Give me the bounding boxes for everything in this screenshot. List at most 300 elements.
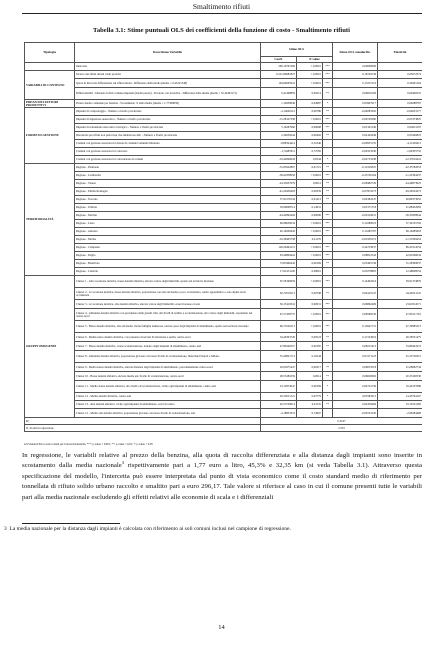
sig-cell (323, 140, 333, 148)
sig-cell: *** (323, 124, 333, 132)
std-cell: 0,08812542 (333, 252, 378, 260)
table-row (25, 132, 423, 140)
std-cell: -0,02715238 (333, 156, 378, 164)
elasticity-cell: 59,91374876 (378, 276, 422, 288)
pvalue-cell: 0,05779 (297, 393, 323, 401)
sig-cell: ** (323, 401, 333, 409)
header-descrizione: Descrizione Variabile (75, 43, 261, 63)
coeff-cell: 17,91431120 (261, 268, 297, 276)
elasticity-cell: 12,48098554 (378, 268, 422, 276)
elasticity-cell: -11,22394437 (378, 172, 422, 180)
table-row (25, 196, 423, 204)
pvalue-cell: < 0,0001 (297, 228, 323, 236)
group-cell (25, 63, 75, 71)
std-cell: -0,00313330 (333, 148, 378, 156)
sig-cell: ** (323, 363, 333, 372)
desc-cell: Impianti di trattamento meccanico biologico - Numero a livello provinciale (75, 124, 261, 132)
table-row (25, 116, 423, 124)
sig-cell: *** (323, 276, 333, 288)
std-cell: -0,00955135 (333, 140, 378, 148)
pvalue-cell: 0,41176 (297, 236, 323, 244)
desc-cell: Cluster 6 - Media-bassa densità abitativa, con presenza di servizi di istruzione e sanità, centro-nord (75, 333, 261, 342)
desc-cell: Regione - Veneto (75, 180, 261, 188)
std-cell: 0,03171718 (333, 204, 378, 212)
sig-cell: ** (323, 132, 333, 140)
coeff-cell: 66,79126113 (261, 321, 297, 333)
sig-cell (323, 148, 333, 156)
coeff-cell: 36,15419341 (261, 300, 297, 309)
table-row (25, 244, 423, 252)
desc-cell: Intercetta (75, 63, 261, 71)
table-row (25, 100, 423, 108)
coeff-cell: 57,91276134 (261, 196, 297, 204)
elasticity-cell: 57,34745792 (378, 220, 422, 228)
pvalue-cell: 0,01155 (297, 401, 323, 409)
sig-cell: ** (323, 372, 333, 381)
coeff-cell: 62,79518113 (261, 288, 297, 300)
table-row (25, 108, 423, 116)
elasticity-cell: 0,05672574 (378, 71, 422, 79)
coeff-cell: -19,42849043 (261, 156, 297, 164)
sig-cell: * (323, 381, 333, 393)
sig-cell: *** (323, 309, 333, 321)
r2-label: R² (25, 418, 261, 425)
table-row (25, 148, 423, 156)
pvalue-cell: 0,00169 (297, 260, 323, 268)
table-row (25, 342, 423, 351)
coeff-cell: 72,83496442 (261, 260, 297, 268)
sig-cell: *** (323, 116, 333, 124)
std-cell: 0,04339469 (333, 401, 378, 409)
desc-cell: Comuni con gestione associata in Unione di comuni/Comunità Montana (75, 140, 261, 148)
sig-cell: *** (323, 63, 333, 71)
header-stime-std: Stime OLS standardiz. (333, 43, 378, 63)
desc-cell: Regione - Lazio (75, 220, 261, 228)
elasticity-cell: 23,61814571 (378, 300, 422, 309)
coeff-cell: -24,33637679 (261, 180, 297, 188)
table-row (25, 204, 423, 212)
pvalue-cell: 0,01721 (297, 164, 323, 172)
coeff-cell: -41,29436493 (261, 188, 297, 196)
desc-cell: Cluster 2 - A vocazione turistica, bassa densità abitativa, popolazione con alta età media e poco scolarizzata, centro appenninico e area alpina nord-occidentale (75, 288, 261, 300)
table-row (25, 71, 423, 79)
table-row (25, 276, 423, 288)
std-cell: -0,06110631 (333, 212, 378, 220)
desc-cell: Regione - Campania (75, 244, 261, 252)
coeff-cell: 35,46821713 (261, 351, 297, 363)
elasticity-cell: 25,35726315 (378, 351, 422, 363)
coeff-cell: 0,41498859 (261, 88, 297, 100)
elasticity-cell: 44,46521125 (378, 288, 422, 300)
coeff-cell: -44,42892494 (261, 212, 297, 220)
pvalue-cell: < 0,0001 (297, 252, 323, 260)
desc-cell: Regione - Lombardia (75, 172, 261, 180)
desc-cell: Rifiuti smaltiti - Distanza in Km comune-impianti (media pesata) - Prodotto con incentive - Differenza dalla media (media = 32,34493171) (75, 88, 261, 100)
table-row (25, 333, 423, 342)
elasticity-cell: 20,33100530 (378, 372, 422, 381)
table-title: Tabella 3.1: Stime puntuali OLS dei coefficienti della funzione di costo - Smaltimento rifiuti (93, 27, 350, 34)
sig-cell: ** (323, 288, 333, 300)
desc-cell: Inverso dei rifiuti urbani totali prodotti (75, 71, 261, 79)
coeff-cell: 63,46809424 (261, 252, 297, 260)
desc-cell: Quota di Raccolta differenziata sui rifiuti urbani - Differenza dalla media (media = 0,45221548) (75, 79, 261, 88)
pvalue-cell: 0,04987 (297, 100, 323, 108)
std-cell: 0,15237116 (333, 79, 378, 88)
desc-cell: Comuni con gestione associata in Convenzione di comuni (75, 156, 261, 164)
elasticity-cell: 0,06288787 (378, 100, 422, 108)
desc-cell: Cluster 4 - Altissima densità abitativa con prevalenza delle grandi città, alti livelli di reddito e scolarizzazione, alto valore degli immobili, soprattutto nel centro-nord (75, 309, 261, 321)
std-cell: 0,03171123 (333, 351, 378, 363)
table-row (25, 351, 423, 363)
std-cell: 0,04721539 (333, 381, 378, 393)
n-value: 2.353 (261, 425, 423, 432)
std-cell: -0,09729580 (333, 116, 378, 124)
group-cell: FORME DI GESTIONE (25, 108, 75, 164)
pvalue-cell: < 0,0001 (297, 63, 323, 71)
running-head: Smaltimento rifiuti (192, 2, 251, 11)
pvalue-cell: < 0,0001 (297, 321, 323, 333)
coeff-cell: 47,86246357 (261, 342, 297, 351)
sig-cell: ** (323, 164, 333, 172)
std-cell: -0,10118325 (333, 164, 378, 172)
std-cell: 0,04102449 (333, 132, 378, 140)
desc-cell: Cluster 5 - Bassa densità abitativa, alta età media, molte famiglie numerose, elevato peso degli impianti di smaltimento, spazio nel territorio montano (75, 321, 261, 333)
std-cell: 0,11680023 (333, 220, 378, 228)
r2-value: 0,3167 (261, 418, 423, 425)
std-cell: 0,04419147 (333, 288, 378, 300)
sig-cell (323, 236, 333, 244)
table-row (25, 140, 423, 148)
std-cell: 0,03907917 (333, 100, 378, 108)
table-row (25, 260, 423, 268)
desc-cell: Cluster 13 - Alta densità abitativa, vicino agli impianti di smaltimento, nord di centro (75, 401, 261, 409)
elasticity-cell: -29,26543473 (378, 188, 422, 196)
table-row (25, 220, 423, 228)
std-cell: 0,13641731 (333, 321, 378, 333)
pvalue-cell: 0,0012 (297, 180, 323, 188)
body-paragraph (22, 451, 422, 503)
pvalue-cell: 0,14631 (297, 204, 323, 212)
desc-cell: Regione - Piemonte (75, 164, 261, 172)
desc-cell: Regione - Umbria (75, 204, 261, 212)
elasticity-cell: 16,40137686 (378, 381, 422, 393)
table-row (25, 252, 423, 260)
pvalue-cell: < 0,0001 (297, 309, 323, 321)
footnote-text: La media nazionale per la distanza dagli impianti è calcolata con riferimento ai soli comuni inclusi nel campione di regressione. (9, 526, 291, 532)
elasticity-cell: 21,88432983 (378, 204, 422, 212)
header-pvalue: P-value (297, 57, 333, 63)
desc-cell: Regione - Abruzzo (75, 228, 261, 236)
table-body (25, 63, 423, 418)
std-cell: 0,24733937 (333, 244, 378, 252)
std-cell: 0,16749139 (333, 71, 378, 79)
std-cell: 0,06862406 (333, 300, 378, 309)
desc-cell: Impianti di compostaggio - Numero a livello provinciale (75, 108, 261, 116)
table-row (25, 63, 423, 71)
std-cell: 0,03278865 (333, 268, 378, 276)
n-label: N. di enti in regressione (25, 425, 261, 432)
pvalue-cell: 0,0014 (297, 372, 323, 381)
table-row (25, 79, 423, 88)
std-cell: 0,06053518 (333, 363, 378, 372)
coeff-cell: 20,33615121 (261, 393, 297, 401)
pvalue-cell: 0,00031 (297, 300, 323, 309)
desc-cell: Cluster 8 - Altissima densità abitativa, popolazione giovane con basso livello di scolarizzazione, hinterland Napoli e Milano (75, 351, 261, 363)
elasticity-cell: -39,33958944 (378, 212, 422, 220)
elasticity-cell: 21,08082734 (378, 363, 422, 372)
std-cell: 0,13282787 (333, 228, 378, 236)
std-cell: -0,23726194 (333, 172, 378, 180)
elasticity-cell: 26,58551475 (378, 333, 422, 342)
coeff-cell: 30,99698714 (261, 204, 297, 212)
table-row (25, 172, 423, 180)
elasticity-cell: 0,03426825 (378, 132, 422, 140)
coeff-cell: 67,57438775 (261, 309, 297, 321)
elasticity-cell: 14,43794167 (378, 393, 422, 401)
pvalue-cell: < 0,0001 (297, 244, 323, 252)
std-cell: 0,08215413 (333, 342, 378, 351)
sig-cell: *** (323, 212, 333, 220)
pvalue-cell: 0,00259 (297, 188, 323, 196)
table-row (25, 363, 423, 372)
desc-cell: Cluster 9 - Medio-bassa densità abitativa, elevata distanza dagli impianti di smaltimento, prevalentemente centro-nord (75, 363, 261, 372)
coeff-cell: -1,74487611 (261, 148, 297, 156)
header-tipologia: Tipologia (25, 43, 75, 63)
std-cell: 0,06020992 (333, 372, 378, 381)
page-number: 14 (218, 624, 225, 631)
pvalue-cell: < 0,0001 (297, 116, 323, 124)
std-cell: 0,05191340 (333, 124, 378, 132)
elasticity-cell: -12,37619441 (378, 156, 422, 164)
std-cell: 0,11523919 (333, 333, 378, 342)
elasticity-cell (378, 63, 422, 71)
table-row (25, 180, 423, 188)
elasticity-cell: 0,04631197 (378, 124, 422, 132)
table-row (25, 228, 423, 236)
header-elasticita: Elasticità (378, 43, 422, 63)
table-row (25, 372, 423, 381)
desc-cell: Comuni con gestione associata in Consorzio (75, 148, 261, 156)
elasticity-cell: 0,09446255 (378, 88, 422, 100)
std-cell: 0,14491916 (333, 276, 378, 288)
coeff-cell: 97,58196659 (261, 276, 297, 288)
group-cell: PREZZI DEI FATTORI PRODUTTIVI (25, 100, 75, 108)
pvalue-cell: 0,32346 (297, 140, 323, 148)
group-cell: TERRITORIALITÀ (25, 164, 75, 276)
elasticity-cell: -4,11459413 (378, 140, 422, 148)
std-cell: 0,05465136 (333, 260, 378, 268)
body-text-before: In regressione, le variabili relative al prezzo della benzina, alla quota di raccolta differenziata e alla distanza dagli impianti sono inserite in scostamento dalla media nazionale (22, 452, 422, 470)
elasticity-cell: 47,29985313 (378, 321, 422, 333)
table-row (25, 188, 423, 196)
pvalue-cell: 0,28061 (297, 268, 323, 276)
sig-cell: *** (323, 252, 333, 260)
elasticity-cell: -1,09335752 (378, 148, 422, 156)
std-cell: -0,04083392 (333, 108, 378, 116)
table-row (25, 156, 423, 164)
pvalue-cell: 0,10244 (297, 351, 323, 363)
table-row (25, 268, 423, 276)
coeff-cell: 92,14009445 (261, 228, 297, 236)
sig-cell: *** (323, 79, 333, 88)
elasticity-cell: 26,86373952 (378, 196, 422, 204)
sig-cell: * (323, 393, 333, 401)
desc-cell: Regione - Calabria (75, 268, 261, 276)
sig-cell: *** (323, 220, 333, 228)
coeff-cell: 5,16267960 (261, 124, 297, 132)
table-note: Gli Standard Error sono robusti per l'eteroschedasticità, ***: p-value < 0,001; **: p-value < 0,01; *: p-value < 0,05 (24, 443, 153, 446)
header-rule (22, 13, 422, 14)
sig-cell: ** (323, 260, 333, 268)
pvalue-cell: 0,00523 (297, 333, 323, 342)
coeff-cell: 164,96065941 (261, 79, 297, 88)
elasticity-cell: -2,96284468 (378, 409, 422, 418)
desc-cell: Regione - Puglia (75, 252, 261, 260)
table-row (25, 401, 423, 409)
table-row (25, 88, 423, 100)
std-cell: 0,06181047 (333, 196, 378, 204)
table-row (25, 309, 423, 321)
coeff-cell: 66,98038234 (261, 220, 297, 228)
std-cell: -0,08482729 (333, 180, 378, 188)
header-coeff: Coeff. (261, 57, 297, 63)
pvalue-cell: < 0,0001 (297, 220, 323, 228)
sig-cell: * (323, 100, 333, 108)
sig-cell: *** (323, 244, 333, 252)
pvalue-cell: 0,06169 (297, 381, 323, 393)
coeff-cell: 126,26494151 (261, 244, 297, 252)
coeff-cell: -4,18833374 (261, 409, 297, 418)
table-row (25, 300, 423, 309)
pvalue-cell: 0,74607 (297, 409, 323, 418)
elasticity-cell: -0,05373825 (378, 116, 422, 124)
pvalue-cell: 0,00185 (297, 342, 323, 351)
pvalue-cell: 0,00068 (297, 124, 323, 132)
coeff-cell: -8,88324414 (261, 140, 297, 148)
coeff-cell: -2,14692112 (261, 108, 297, 116)
desc-cell: Discariche per rifiuti non pericolosi che smaltiscono RU - Numero a livello provinciale (75, 132, 261, 140)
header-stime: Stime OLS (261, 43, 333, 57)
elasticity-cell: 0,29425164 (378, 79, 422, 88)
table-row (25, 381, 423, 393)
sig-cell: *** (323, 228, 333, 236)
sig-cell: *** (323, 71, 333, 79)
table-container (24, 42, 422, 442)
std-cell: -0,01959172 (333, 236, 378, 244)
coeff-cell: -31,85622867 (261, 164, 297, 172)
desc-cell: Cluster 10 - Bassa densità abitativa, elevata media età, livello di scolarizzazione, centro-nord (75, 372, 261, 381)
footnote (4, 526, 424, 533)
coeff-cell: 6.221,86681827 (261, 71, 297, 79)
coeff-cell: 23,12874047 (261, 381, 297, 393)
desc-cell: Regione - Molise (75, 236, 261, 244)
desc-cell: Cluster 3 - A vocazione turistica, alta densità abitativa, elevato valore degli immobili, zone litoranee e isole (75, 300, 261, 309)
pvalue-cell: < 0,0001 (297, 172, 323, 180)
sig-cell: ** (323, 333, 333, 342)
group-cell: VARIABILI DI CONTESTO (25, 71, 75, 100)
coeff-cell: 26,53756014 (261, 401, 297, 409)
table-row (25, 212, 423, 220)
sig-cell: * (323, 156, 333, 164)
sig-cell: ** (323, 342, 333, 351)
desc-cell: Cluster 12 - Media densità abitativa, centro-sud (75, 393, 261, 401)
table-row (25, 321, 423, 333)
coeff-cell: 2,34639244 (261, 132, 297, 140)
std-cell: 0,06650106 (333, 88, 378, 100)
desc-cell: Regione - Toscana (75, 196, 261, 204)
elasticity-cell: -0,04633177 (378, 108, 422, 116)
sig-cell: ** (323, 188, 333, 196)
desc-cell: Regione - Emilia Romagna (75, 188, 261, 196)
pvalue-cell: 0,0544 (297, 156, 323, 164)
elasticity-cell: 69,16285618 (378, 228, 422, 236)
footnote-rule (22, 523, 120, 524)
table-row (25, 288, 423, 300)
coeff-cell: 296,16767484 (261, 63, 297, 71)
pvalue-cell: 0,00214 (297, 88, 323, 100)
elasticity-cell: 89,43314554 (378, 244, 422, 252)
desc-cell: Cluster 7 - Bassa densità abitativa, scarsa scolarizzazione, lontano dagli impianti di smaltimento, centro-sud (75, 342, 261, 351)
std-cell: 0,05583213 (333, 393, 378, 401)
desc-cell: Regione - Basilicata (75, 260, 261, 268)
std-cell: 0,08589530 (333, 309, 378, 321)
footnote-mark: 3 (4, 526, 7, 532)
ols-table (24, 42, 422, 432)
desc-cell: Cluster 1 - Alta vocazione turistica, bassa densità abitativa, elevato valore degli immobili, spazio nel territorio montano (75, 276, 261, 288)
desc-cell: Regione - Marche (75, 212, 261, 220)
pvalue-cell: 0,72782 (297, 148, 323, 156)
sig-cell: ** (323, 108, 333, 116)
sig-cell: *** (323, 321, 333, 333)
elasticity-cell: -22,33782653 (378, 164, 422, 172)
std-cell: -0,00743120 (333, 409, 378, 418)
sig-cell (323, 268, 333, 276)
elasticity-cell: -24,46873925 (378, 180, 422, 188)
coeff-cell: -16,38405758 (261, 236, 297, 244)
desc-cell: Impianti di digestione anaerobica - Numero a livello provinciale (75, 116, 261, 124)
std-cell: -0,07811073 (333, 188, 378, 196)
sig-cell (323, 351, 333, 363)
sig-cell: *** (323, 300, 333, 309)
pvalue-cell: < 0,0001 (297, 71, 323, 79)
coeff-cell: 29,93975447 (261, 363, 297, 372)
sig-cell (323, 204, 333, 212)
elasticity-cell: 19,74521282 (378, 401, 422, 409)
footnote-ref[interactable]: 3 (121, 460, 125, 466)
pvalue-cell: 0,00317 (297, 363, 323, 372)
group-cell: GRUPPI OMOGENEI (25, 276, 75, 418)
pvalue-cell: 0,00006 (297, 212, 323, 220)
table-row (25, 124, 423, 132)
table-row (25, 409, 423, 418)
pvalue-cell: 0,00798 (297, 288, 323, 300)
coeff-cell: 28,55282259 (261, 372, 297, 381)
pvalue-cell: 0,00786 (297, 108, 323, 116)
sig-cell: ** (323, 180, 333, 188)
elasticity-cell: 47,83217161 (378, 309, 422, 321)
pvalue-cell: 0,01413 (297, 196, 323, 204)
elasticity-cell: -11,53509452 (378, 236, 422, 244)
desc-cell: Cluster 12 - Medio alta densità abitativa, popolazione giovane con basso livello di scolarizzazione, sud (75, 409, 261, 418)
coeff-cell: 34,46393726 (261, 333, 297, 342)
coeff-cell: -15,28127358 (261, 116, 297, 124)
coeff-cell: 1,19958649 (261, 100, 297, 108)
table-row (25, 236, 423, 244)
desc-cell: Prezzo medio comunale per benzina - Scostamento % dalla media (media = 1,77368958) (75, 100, 261, 108)
sig-cell: *** (323, 172, 333, 180)
desc-cell: Cluster 11 - Medio-bassa densità abitativa, alto livello di scolarizzazione, vicino agli impianti di smaltimento, centro-sud (75, 381, 261, 393)
elasticity-cell: 51,28309037 (378, 260, 422, 268)
